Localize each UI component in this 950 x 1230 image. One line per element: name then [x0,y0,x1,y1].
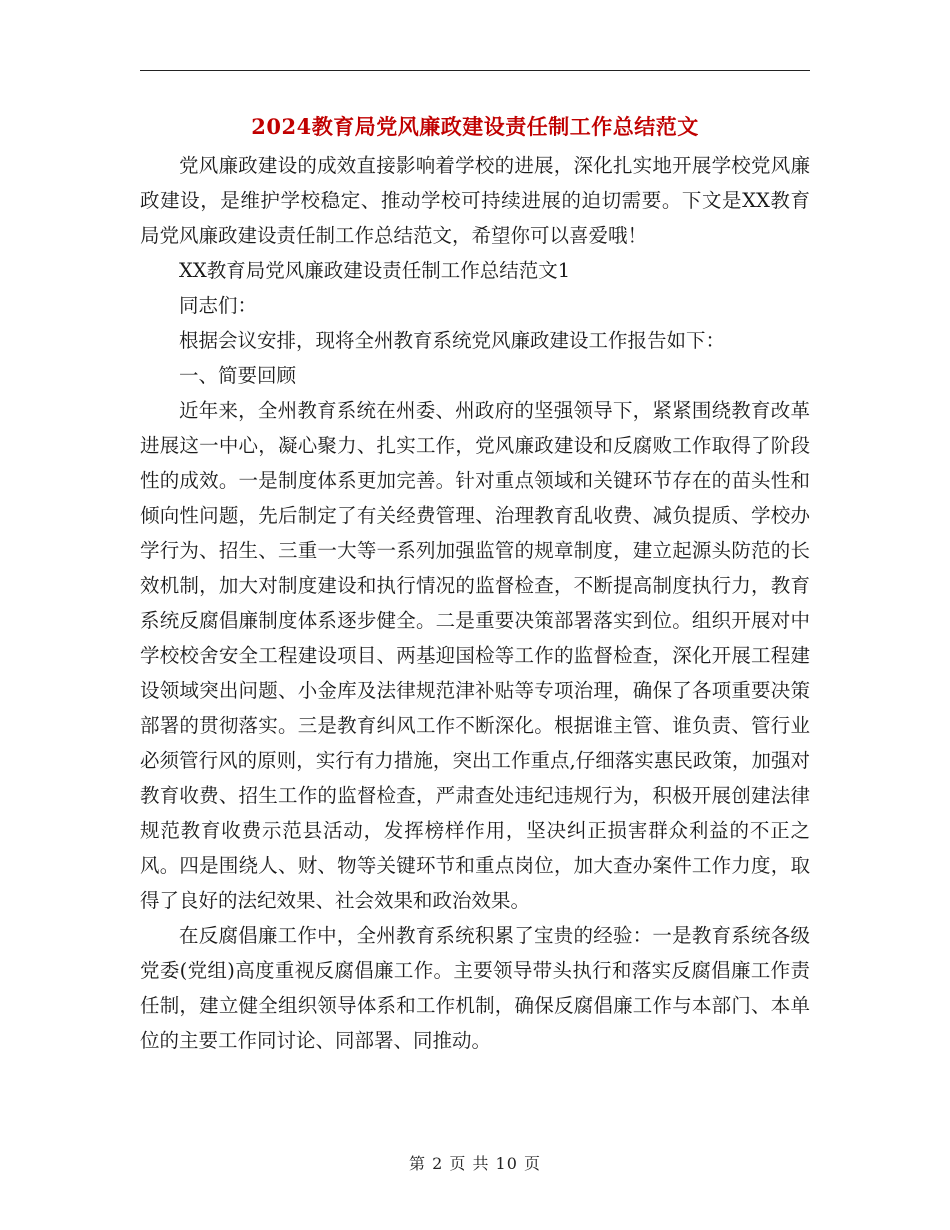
paragraph-intro: 党风廉政建设的成效直接影响着学校的进展，深化扎实地开展学校党风廉政建设，是维护学校稳定、推动学校可持续进展的迫切需要。下文是XX教育局党风廉政建设责任制工作总结范文，希望你可以喜爱哦！ [140,154,810,247]
page-number-label: 第 2 页 共 10 页 [409,1154,541,1173]
paragraph-section-title: XX教育局党风廉政建设责任制工作总结范文1 [179,259,571,282]
document-body [140,148,810,1058]
page-footer [140,1152,810,1176]
paragraph-review-body: 近年来，全州教育系统在州委、州政府的坚强领导下，紧紧围绕教育改革进展这一中心，凝心聚力、扎实工作，党风廉政建设和反腐败工作取得了阶段性的成效。一是制度体系更加完善。针对重点领域和关键环节存在的苗头性和倾向性问题，先后制定了有关经费管理、治理教育乱收费、减负提质、学校办学行为、招生、三重一大等一系列加强监管的规章制度，建立起源头防范的长效机制，加大对制度建设和执行情况的监督检查，不断提高制度执行力，教育系统反腐倡廉制度体系逐步健全。二是重要决策部署落实到位。组织开展对中学校校舍安全工程建设项目、两基迎国检等工作的监督检查，深化开展工程建设领域突出问题、小金库及法律规范津补贴等专项治理，确保了各项重要决策部署的贯彻落实。三是教育纠风工作不断深化。根据谁主管、谁负责、管行业必须管行风的原则，实行有力措施，突出工作重点,仔细落实惠民政策，加强对教育收费、招生工作的监督检查，严肃查处违纪违规行为，积极开展创建法律规范教育收费示范县活动，发挥榜样作用，坚决纠正损害群众利益的不正之风。四是围绕人、财、物等关键环节和重点岗位，加大查办案件工作力度，取得了良好的法纪效果、社会效果和政治效果。 [140,399,810,912]
paragraph-report-intro: 根据会议安排，现将全州教育系统党风廉政建设工作报告如下： [179,329,726,352]
paragraph-salutation: 同志们： [179,294,258,317]
paragraph-experience: 在反腐倡廉工作中，全州教育系统积累了宝贵的经验：一是教育系统各级党委(党组)高度重视反腐倡廉工作。主要领导带头执行和落实反腐倡廉工作责任制，建立健全组织领导体系和工作机制，确保反腐倡廉工作与本部门、本单位的主要工作同讨论、同部署、同推动。 [140,924,810,1052]
document-title: 2024教育局党风廉政建设责任制工作总结范文 [251,114,699,139]
paragraph-heading-review: 一、简要回顾 [179,364,297,387]
header-rule [140,70,810,71]
